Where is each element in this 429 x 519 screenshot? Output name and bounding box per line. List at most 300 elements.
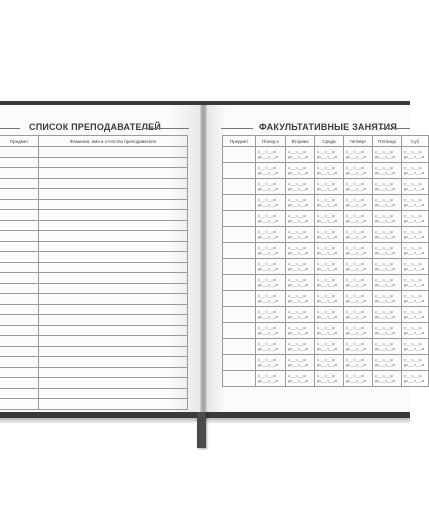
time-from-label: с___ч___м [375,149,393,154]
time-slot-cell[interactable] [315,227,344,243]
blank-cell[interactable] [39,378,188,389]
time-slot-cell[interactable] [256,227,286,243]
time-slot-cell[interactable] [402,243,429,259]
time-slot-cell[interactable] [402,355,429,371]
bookmark-ribbon [197,410,206,448]
time-slot-cell[interactable] [286,339,315,355]
time-from-label: с___ч___м [288,197,306,202]
time-to-label: до___ч___м [404,298,424,303]
blank-cell[interactable] [39,262,188,273]
time-slot-cell[interactable] [344,371,373,387]
time-from-label: с___ч___м [404,149,422,154]
time-to-label: до___ч___м [375,314,395,319]
time-from-label: с___ч___м [346,357,364,362]
time-to-label: до___ч___м [404,314,424,319]
time-from-label: с___ч___м [404,213,422,218]
time-to-label: до___ч___м [258,266,278,271]
blank-cell[interactable] [0,399,39,410]
table-row [0,357,188,368]
time-slot-cell[interactable] [286,243,315,259]
time-to-label: до___ч___м [375,266,395,271]
time-slot-cell[interactable] [315,195,344,211]
time-to-label: до___ч___м [404,330,424,335]
time-from-label: с___ч___м [375,373,393,378]
time-to-label: до___ч___м [317,362,337,367]
blank-cell[interactable] [0,388,39,399]
time-slot-cell[interactable] [344,163,373,179]
time-slot-cell[interactable] [256,163,286,179]
blank-cell[interactable] [39,199,188,210]
time-to-label: до___ч___м [258,154,278,159]
time-slot-cell[interactable] [286,147,315,163]
time-slot-cell[interactable] [402,147,429,163]
time-from-label: с___ч___м [346,373,364,378]
blank-cell[interactable] [0,231,39,242]
blank-cell[interactable] [0,262,39,273]
table-row [223,163,429,179]
time-slot-cell[interactable] [256,355,286,371]
time-from-label: с___ч___м [346,261,364,266]
blank-cell[interactable] [39,168,188,179]
table-row [0,210,188,221]
time-from-label: с___ч___м [258,325,276,330]
time-to-label: до___ч___м [317,250,337,255]
time-slot-cell[interactable] [402,307,429,323]
blank-cell[interactable] [39,346,188,357]
time-to-label: до___ч___м [375,330,395,335]
subject-cell[interactable] [223,227,256,243]
time-slot-cell[interactable] [373,275,402,291]
time-slot-cell[interactable] [373,355,402,371]
blank-cell[interactable] [39,336,188,347]
right-page-title: ФАКУЛЬТАТИВНЫЕ ЗАНЯТИЯ [259,122,398,132]
time-slot-cell[interactable] [315,323,344,339]
blank-cell[interactable] [0,325,39,336]
time-from-label: с___ч___м [404,277,422,282]
blank-cell[interactable] [0,304,39,315]
time-from-label: с___ч___м [258,165,276,170]
title-rule-left [0,128,20,129]
title-rule-right [379,128,410,129]
table-row [223,339,429,355]
time-slot-cell[interactable] [344,275,373,291]
time-slot-cell[interactable] [315,211,344,227]
blank-cell[interactable] [39,388,188,399]
time-slot-cell[interactable] [256,275,286,291]
time-from-label: с___ч___м [288,181,306,186]
time-to-label: до___ч___м [346,330,366,335]
time-slot-cell[interactable] [286,371,315,387]
blank-cell[interactable] [0,273,39,284]
teachers-table [0,135,188,410]
time-slot-cell[interactable] [373,227,402,243]
blank-cell[interactable] [39,220,188,231]
time-from-label: с___ч___м [404,165,422,170]
time-from-label: с___ч___м [375,357,393,362]
table-row [223,179,429,195]
time-slot-cell[interactable] [315,339,344,355]
time-to-label: до___ч___м [258,298,278,303]
time-to-label: до___ч___м [317,266,337,271]
time-to-label: до___ч___м [375,362,395,367]
time-from-label: с___ч___м [258,357,276,362]
time-slot-cell[interactable] [344,147,373,163]
time-slot-cell[interactable] [315,179,344,195]
time-slot-cell[interactable] [402,195,429,211]
time-slot-cell[interactable] [256,339,286,355]
blank-cell[interactable] [39,357,188,368]
table-row [0,388,188,399]
time-from-label: с___ч___м [375,277,393,282]
time-to-label: до___ч___м [317,298,337,303]
time-to-label: до___ч___м [288,346,308,351]
table-row [223,211,429,227]
time-from-label: с___ч___м [258,261,276,266]
column-header: Предмет [0,136,39,147]
subject-cell[interactable] [223,323,256,339]
subject-cell[interactable] [223,211,256,227]
time-from-label: с___ч___м [288,213,306,218]
time-to-label: до___ч___м [375,298,395,303]
time-from-label: с___ч___м [288,277,306,282]
blank-cell[interactable] [39,252,188,263]
time-to-label: до___ч___м [404,154,424,159]
time-from-label: с___ч___м [404,181,422,186]
subject-cell[interactable] [223,371,256,387]
blank-cell[interactable] [0,199,39,210]
time-slot-cell[interactable] [402,227,429,243]
time-slot-cell[interactable] [315,307,344,323]
time-slot-cell[interactable] [402,275,429,291]
blank-cell[interactable] [39,210,188,221]
blank-cell[interactable] [39,189,188,200]
time-slot-cell[interactable] [402,179,429,195]
time-to-label: до___ч___м [288,234,308,239]
time-slot-cell[interactable] [373,211,402,227]
column-header: Суб [402,136,429,147]
time-to-label: до___ч___м [258,378,278,383]
time-to-label: до___ч___м [288,154,308,159]
time-to-label: до___ч___м [258,362,278,367]
time-slot-cell[interactable] [373,147,402,163]
time-from-label: с___ч___м [258,373,276,378]
blank-cell[interactable] [0,283,39,294]
time-from-label: с___ч___м [288,261,306,266]
subject-cell[interactable] [223,163,256,179]
time-slot-cell[interactable] [344,355,373,371]
subject-cell[interactable] [223,195,256,211]
table-row [0,315,188,326]
time-from-label: с___ч___м [317,277,335,282]
time-slot-cell[interactable] [344,259,373,275]
blank-cell[interactable] [39,325,188,336]
time-from-label: с___ч___м [404,357,422,362]
time-slot-cell[interactable] [286,291,315,307]
time-slot-cell[interactable] [373,307,402,323]
time-slot-cell[interactable] [286,163,315,179]
table-row [0,336,188,347]
time-from-label: с___ч___м [258,213,276,218]
electives-table [222,135,429,387]
blank-cell[interactable] [0,367,39,378]
subject-cell[interactable] [223,307,256,323]
blank-cell[interactable] [0,210,39,221]
time-to-label: до___ч___м [346,250,366,255]
time-slot-cell[interactable] [256,291,286,307]
time-slot-cell[interactable] [344,179,373,195]
time-to-label: до___ч___м [404,378,424,383]
time-slot-cell[interactable] [344,195,373,211]
time-from-label: с___ч___м [404,229,422,234]
blank-cell[interactable] [39,315,188,326]
time-slot-cell[interactable] [286,307,315,323]
time-slot-cell[interactable] [315,291,344,307]
time-to-label: до___ч___м [317,218,337,223]
time-slot-cell[interactable] [373,339,402,355]
time-slot-cell[interactable] [344,291,373,307]
time-slot-cell[interactable] [373,195,402,211]
time-to-label: до___ч___м [258,330,278,335]
blank-cell[interactable] [0,168,39,179]
time-to-label: до___ч___м [404,362,424,367]
time-slot-cell[interactable] [373,259,402,275]
table-row [0,283,188,294]
time-slot-cell[interactable] [344,243,373,259]
time-slot-cell[interactable] [315,147,344,163]
time-from-label: с___ч___м [288,325,306,330]
time-from-label: с___ч___м [346,245,364,250]
time-slot-cell[interactable] [315,259,344,275]
time-from-label: с___ч___м [317,245,335,250]
time-slot-cell[interactable] [373,163,402,179]
time-to-label: до___ч___м [346,234,366,239]
time-slot-cell[interactable] [286,195,315,211]
time-from-label: с___ч___м [375,165,393,170]
time-from-label: с___ч___м [258,149,276,154]
time-to-label: до___ч___м [346,282,366,287]
blank-cell[interactable] [0,147,39,158]
blank-cell[interactable] [0,315,39,326]
subject-cell[interactable] [223,259,256,275]
column-header: Четверг [344,136,373,147]
time-slot-cell[interactable] [315,355,344,371]
book-gutter [200,105,207,412]
title-rule-left [221,128,253,129]
time-from-label: с___ч___м [288,373,306,378]
time-slot-cell[interactable] [344,227,373,243]
time-slot-cell[interactable] [402,371,429,387]
time-to-label: до___ч___м [288,378,308,383]
time-from-label: с___ч___м [288,357,306,362]
blank-cell[interactable] [0,378,39,389]
blank-cell[interactable] [39,304,188,315]
time-to-label: до___ч___м [404,346,424,351]
blank-cell[interactable] [0,346,39,357]
table-row [0,346,188,357]
time-slot-cell[interactable] [286,323,315,339]
time-slot-cell[interactable] [286,275,315,291]
time-slot-cell[interactable] [256,323,286,339]
subject-cell[interactable] [223,275,256,291]
blank-cell[interactable] [0,220,39,231]
time-to-label: до___ч___м [404,218,424,223]
time-from-label: с___ч___м [346,325,364,330]
title-rule-right [143,128,189,129]
blank-cell[interactable] [0,241,39,252]
time-slot-cell[interactable] [256,179,286,195]
time-slot-cell[interactable] [256,259,286,275]
time-slot-cell[interactable] [373,371,402,387]
blank-cell[interactable] [39,283,188,294]
time-slot-cell[interactable] [344,323,373,339]
blank-cell[interactable] [39,157,188,168]
time-to-label: до___ч___м [258,170,278,175]
blank-cell[interactable] [0,189,39,200]
time-slot-cell[interactable] [344,307,373,323]
time-from-label: с___ч___м [258,181,276,186]
time-from-label: с___ч___м [258,277,276,282]
time-from-label: с___ч___м [258,197,276,202]
blank-cell[interactable] [39,241,188,252]
time-slot-cell[interactable] [256,147,286,163]
time-slot-cell[interactable] [286,259,315,275]
time-slot-cell[interactable] [344,339,373,355]
time-from-label: с___ч___м [317,213,335,218]
blank-cell[interactable] [39,231,188,242]
time-slot-cell[interactable] [373,291,402,307]
time-from-label: с___ч___м [404,309,422,314]
time-from-label: с___ч___м [258,341,276,346]
time-from-label: с___ч___м [288,341,306,346]
blank-cell[interactable] [0,357,39,368]
time-slot-cell[interactable] [373,323,402,339]
subject-cell[interactable] [223,291,256,307]
time-slot-cell[interactable] [402,211,429,227]
time-to-label: до___ч___м [404,266,424,271]
table-row [0,325,188,336]
time-to-label: до___ч___м [375,186,395,191]
left-page [0,105,200,412]
time-from-label: с___ч___м [346,149,364,154]
blank-cell[interactable] [0,252,39,263]
time-slot-cell[interactable] [373,243,402,259]
time-from-label: с___ч___м [258,309,276,314]
time-slot-cell[interactable] [402,259,429,275]
time-from-label: с___ч___м [317,293,335,298]
blank-cell[interactable] [39,178,188,189]
blank-cell[interactable] [39,367,188,378]
time-to-label: до___ч___м [404,250,424,255]
time-slot-cell[interactable] [402,163,429,179]
time-slot-cell[interactable] [315,371,344,387]
time-slot-cell[interactable] [286,227,315,243]
time-to-label: до___ч___м [317,282,337,287]
table-row [0,367,188,378]
time-slot-cell[interactable] [256,243,286,259]
time-to-label: до___ч___м [404,186,424,191]
time-to-label: до___ч___м [258,282,278,287]
blank-cell[interactable] [39,294,188,305]
column-header: Предмет [223,136,256,147]
blank-cell[interactable] [39,147,188,158]
time-slot-cell[interactable] [286,211,315,227]
table-row [223,259,429,275]
time-to-label: до___ч___м [375,218,395,223]
blank-cell[interactable] [39,273,188,284]
time-from-label: с___ч___м [317,149,335,154]
time-to-label: до___ч___м [258,218,278,223]
time-to-label: до___ч___м [288,362,308,367]
time-to-label: до___ч___м [288,330,308,335]
time-to-label: до___ч___м [375,346,395,351]
time-slot-cell[interactable] [373,179,402,195]
left-page-title: СПИСОК ПРЕПОДАВАТЕЛЕЙ [29,122,162,132]
time-from-label: с___ч___м [258,245,276,250]
time-from-label: с___ч___м [375,293,393,298]
blank-cell[interactable] [0,178,39,189]
time-to-label: до___ч___м [375,378,395,383]
time-to-label: до___ч___м [317,378,337,383]
subject-cell[interactable] [223,243,256,259]
subject-cell[interactable] [223,339,256,355]
blank-cell[interactable] [0,157,39,168]
table-row [0,189,188,200]
subject-cell[interactable] [223,147,256,163]
time-to-label: до___ч___м [375,154,395,159]
time-slot-cell[interactable] [256,211,286,227]
blank-cell[interactable] [0,336,39,347]
time-slot-cell[interactable] [402,339,429,355]
time-from-label: с___ч___м [375,261,393,266]
table-row [223,275,429,291]
time-slot-cell[interactable] [286,355,315,371]
time-slot-cell[interactable] [315,275,344,291]
time-to-label: до___ч___м [317,234,337,239]
time-to-label: до___ч___м [288,314,308,319]
time-slot-cell[interactable] [256,371,286,387]
time-slot-cell[interactable] [344,211,373,227]
time-to-label: до___ч___м [404,202,424,207]
table-row [0,231,188,242]
table-row [0,147,188,158]
time-from-label: с___ч___м [375,341,393,346]
time-slot-cell[interactable] [256,195,286,211]
time-slot-cell[interactable] [315,243,344,259]
subject-cell[interactable] [223,179,256,195]
time-to-label: до___ч___м [317,314,337,319]
right-page [207,105,424,412]
time-slot-cell[interactable] [256,307,286,323]
blank-cell[interactable] [39,399,188,410]
time-from-label: с___ч___м [375,213,393,218]
time-to-label: до___ч___м [317,186,337,191]
time-slot-cell[interactable] [315,163,344,179]
time-slot-cell[interactable] [402,323,429,339]
blank-cell[interactable] [0,294,39,305]
table-header-row [0,136,188,147]
time-to-label: до___ч___м [346,266,366,271]
time-to-label: до___ч___м [258,250,278,255]
time-slot-cell[interactable] [402,291,429,307]
time-to-label: до___ч___м [346,314,366,319]
subject-cell[interactable] [223,355,256,371]
time-slot-cell[interactable] [286,179,315,195]
time-from-label: с___ч___м [288,309,306,314]
time-from-label: с___ч___м [404,261,422,266]
time-to-label: до___ч___м [317,202,337,207]
table-row [223,291,429,307]
time-from-label: с___ч___м [346,213,364,218]
